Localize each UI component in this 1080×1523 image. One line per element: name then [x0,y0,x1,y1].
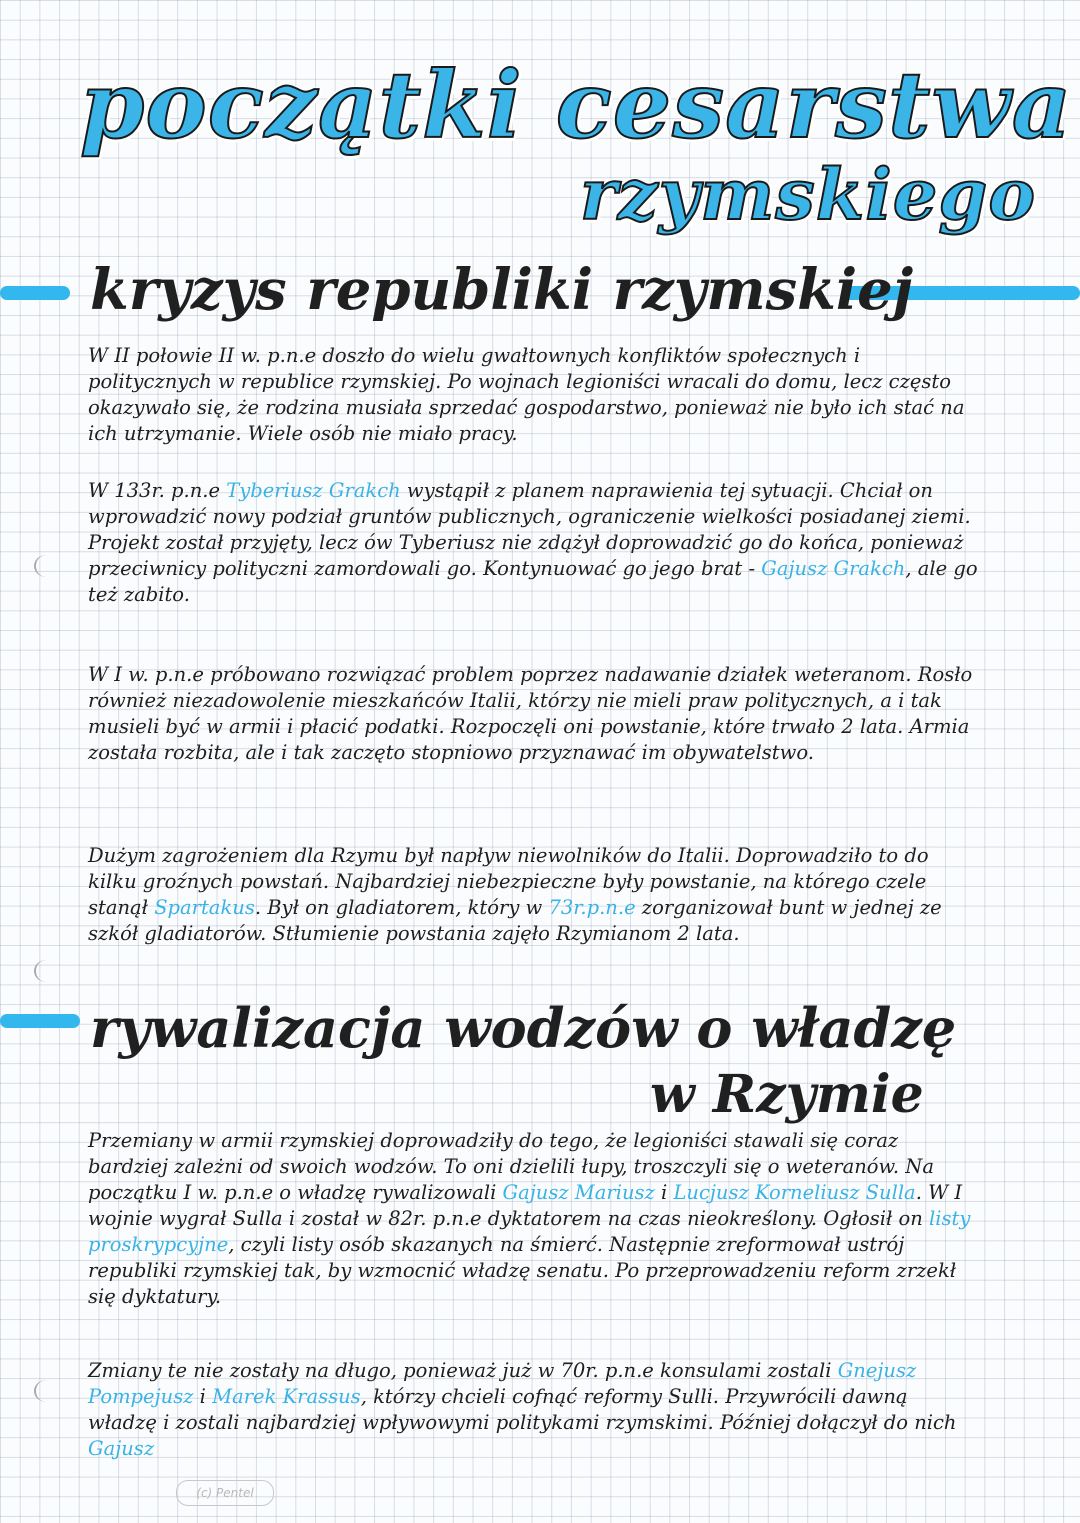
highlight-name: Tyberiusz Grakch [226,479,401,502]
highlight-name: Marek Krassus [212,1385,361,1408]
paragraph-spartakus [88,843,978,947]
paragraph-crisis-intro: W II połowie II w. p.n.e doszło do wielu gwałtownych konfliktów społecznych i politycznych w republice rzymskiej. Po wojnach legioniści wracali do domu, lecz często okazywało się, że rodzina musiała sprzedać gospodarstwo, ponieważ nie było ich stać na ich utrzymanie. Wiele osób nie miało pracy. [88,344,965,445]
pentel-watermark: (c) Pentel [176,1480,274,1506]
highlight-date: 73r.p.n.e [548,896,636,919]
text-run: wystąpił z planem naprawienia tej sytuacji. Chciał on wprowadzić nowy podział gruntów publicznych, ograniczenie wielkości posiadanej ziemi. Projekt został przyjęty, lecz ów Tyberiusz nie zdążył doprowadzić go do końca, ponieważ przeciwnicy polityczni zamordowali go. Kontynuować go jego brat - [88,479,971,580]
highlight-name: Spartakus [154,896,255,919]
text-run: . Był on gladiatorem, który w [254,896,549,919]
text-run: i [193,1385,213,1408]
text-run: i [654,1181,674,1204]
page-title-line1: początki cesarstwa [80,51,1073,159]
highlight-name: Gajusz Grakch [761,557,906,580]
section-heading-crisis: kryzys republiki rzymskiej [90,257,914,323]
text-run: , ale go też zabito. [88,557,978,606]
text-run: W 133r. p.n.e [88,479,227,502]
punch-hole-mark [34,555,58,577]
text-run: Zmiany te nie zostały na długo, ponieważ już w 70r. p.n.e konsulami zostali [88,1359,838,1382]
punch-hole-mark [34,1380,58,1402]
page-title-line2: rzymskiego [580,153,1037,236]
text-run: . W I wojnie wygrał Sulla i został w 82r. p.n.e dyktatorem na czas nieokreślony. Ogłosił on [88,1181,963,1230]
section-heading-rivalry: rywalizacja wodzów o władzę [90,996,957,1060]
heading-highlight-left [0,1014,80,1028]
text-run: , czyli listy osób skazanych na śmierć. Następnie zreformował ustrój republiki rzymskiej tak, by wzmocnić władzę senatu. Po przeprowadzeniu reform zrzekł się dyktatury. [88,1233,957,1308]
paragraph-pompejusz [88,1358,978,1462]
paragraph-veterans: W I w. p.n.e próbowano rozwiązać problem poprzez nadawanie działek weteranom. Rosło również niezadowolenie mieszkańców Italii, którzy nie mieli praw politycznych, a i tak musieli być w armii i płacić podatki. Rozpoczęli oni powstanie, które trwało 2 lata. Armia została rozbita, ale i tak zaczęto stopniowo przyznawać im obywatelstwo. [88,663,973,764]
paragraph-sulla [88,1128,978,1310]
paragraph-grakch [88,478,978,608]
text-run: , którzy chcieli cofnąć reformy Sulli. Przywrócili dawną władzę i zostali najbardziej wpływowymi politykami rzymskimi. Później dołączył do nich [88,1385,957,1434]
text-run: zorganizował bunt w jednej ze szkół gladiatorów. Stłumienie powstania zajęło Rzymianom 2 lata. [88,896,942,945]
text-run: Przemiany w armii rzymskiej doprowadziły do tego, że legioniści stawali się coraz bardziej zależni od swoich wodzów. To oni dzielili łupy, troszczyli się o weteranów. Na początku I w. p.n.e o władzę rywalizowali [88,1129,934,1204]
heading-highlight-left [0,286,70,300]
highlight-name: Gajusz [88,1437,155,1460]
highlight-name: Lucjusz Korneliusz Sulla [673,1181,916,1204]
highlight-term: listy proskrypcyjne [88,1207,971,1256]
section-heading-rivalry-line2: w Rzymie [650,1064,924,1125]
highlight-name: Gajusz Mariusz [502,1181,655,1204]
punch-hole-mark [34,960,58,982]
highlight-name: Gnejusz Pompejusz [88,1359,917,1408]
text-run: Dużym zagrożeniem dla Rzymu był napływ niewolników do Italii. Doprowadziło to do kilku groźnych powstań. Najbardziej niebezpieczne były powstanie, na którego czele stanął [88,844,929,919]
